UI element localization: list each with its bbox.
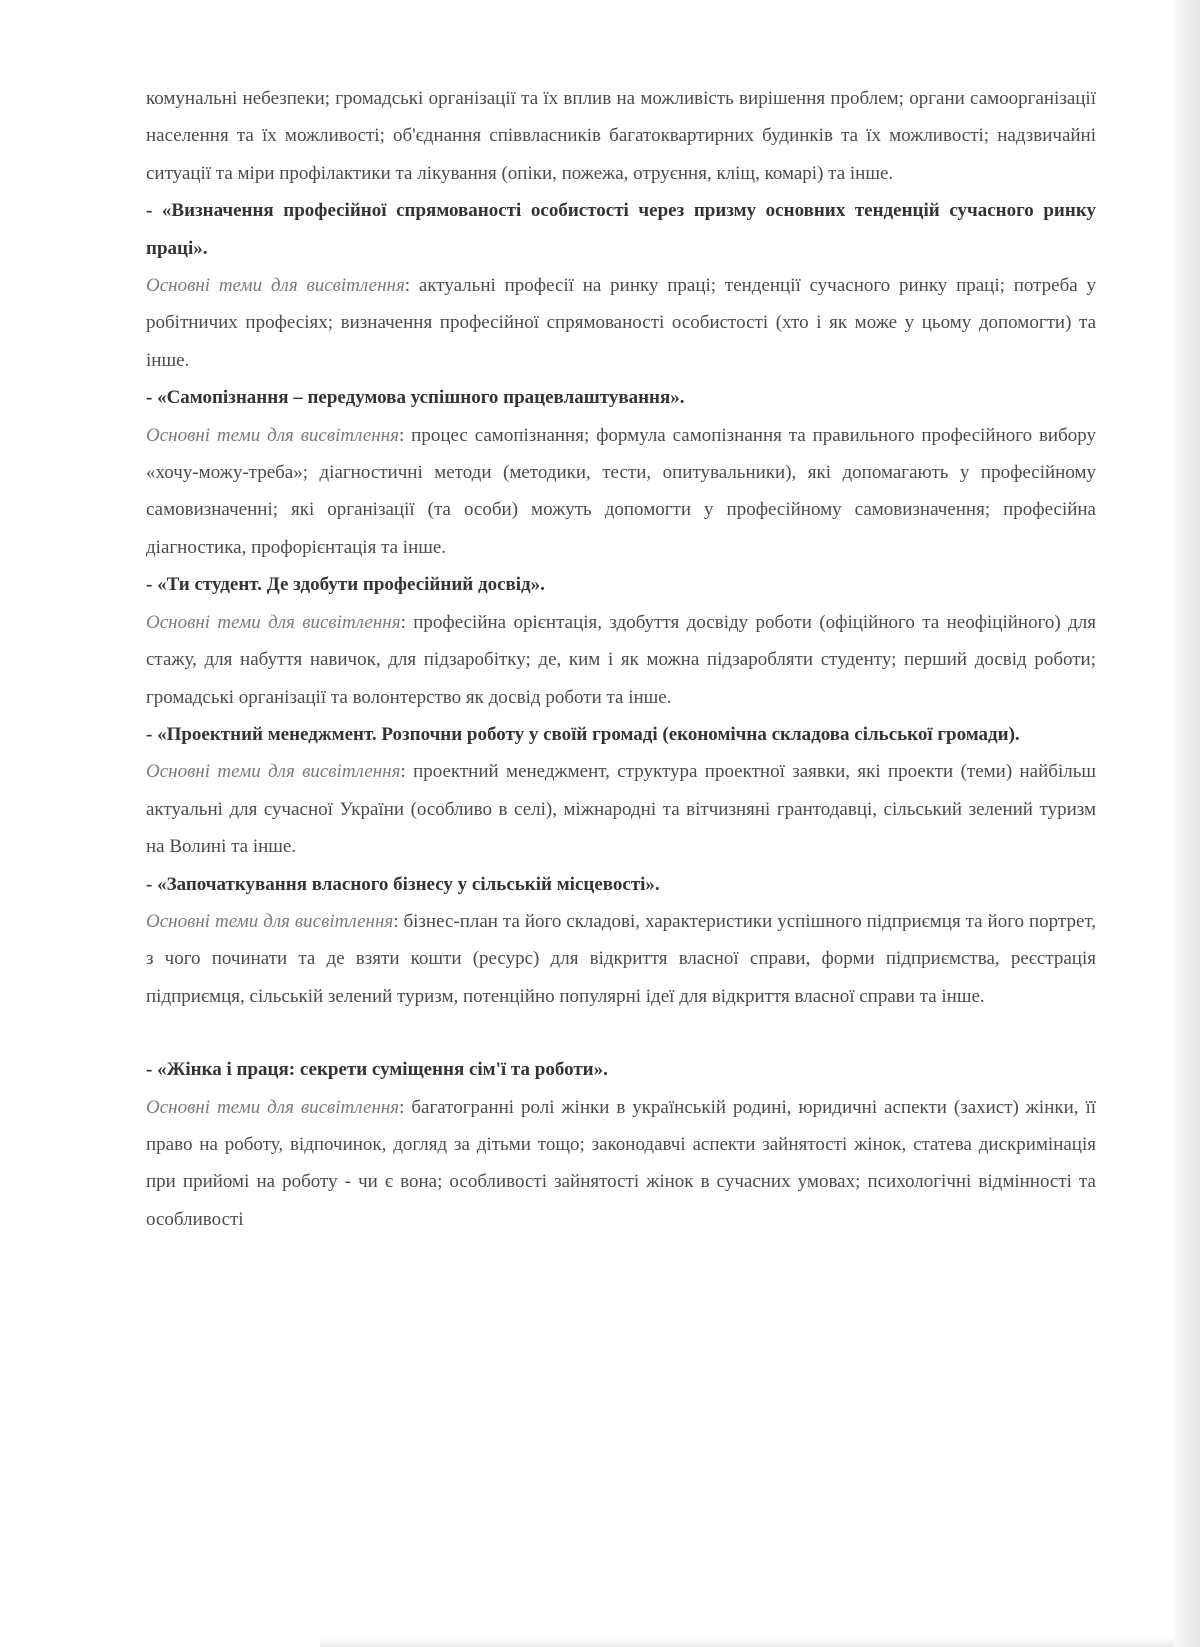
section-heading-student-experience: - «Ти студент. Де здобути професійний досвід». <box>146 574 545 596</box>
section-heading-self-knowledge: - «Самопізнання – передумова успішного працевлаштування». <box>146 387 685 409</box>
section-topics-student-experience <box>146 604 1096 716</box>
topics-label: Основні теми для висвітлення <box>146 761 401 783</box>
document-body <box>146 80 1096 1238</box>
section-topics-women-and-work <box>146 1089 1096 1239</box>
topics-label: Основні теми для висвітлення <box>146 424 399 446</box>
section-topics-self-knowledge <box>146 417 1096 567</box>
section-gap <box>146 1015 1096 1051</box>
section-heading-women-and-work: - «Жінка і праця: секрети суміщення сім'ї та роботи». <box>146 1059 608 1081</box>
section-topics-rural-business <box>146 903 1096 1015</box>
section-heading-career-orientation: - «Визначення професійної спрямованості особистості через призму основних тенденцій сучасного ринку праці». <box>146 200 1096 259</box>
section-heading-rural-business: - «Започаткування власного бізнесу у сільській місцевості». <box>146 873 660 895</box>
topics-text: : багатогранні ролі жінки в українській родині, юридичні аспекти (захист) жінки, її право на роботу, відпочинок, догляд за дітьми тощо; законодавчі аспекти зайнятості жінок, статева дискримінація при прийомі на роботу - чи є вона; особливості зайнятості жінок в сучасних умовах; психологічні відмінності та особливості <box>146 1096 1096 1230</box>
page-edge-shadow <box>1174 0 1200 1647</box>
topics-text: : проектний менеджмент, структура проектної заявки, які проекти (теми) найбільш актуальні для сучасної України (особливо в селі), міжнародні та вітчизняні грантодавці, сільський зелений туризм на Волині та інше. <box>146 761 1097 858</box>
topics-label: Основні теми для висвітлення <box>146 275 405 297</box>
topics-text: : актуальні професії на ринку праці; тенденції сучасного ринку праці; потреба у робітничих професіях; визначення професійної спрямованості особистості (хто і як може у цьому допомогти) та інше. <box>146 275 1096 371</box>
section-topics-career-orientation <box>146 267 1096 379</box>
topics-label: Основні теми для висвітлення <box>146 1096 400 1118</box>
topics-text: : професійна орієнтація, здобуття досвіду роботи (офіційного та неофіційного) для стажу, для набуття навичок, для підзаробітку; де, ким і як можна підзаробляти студенту; перший досвід роботи; громадські організації та волонтерство як досвід роботи та інше. <box>146 611 1096 708</box>
topics-text: : процес самопізнання; формула самопізнання та правильного професійного вибору «хочу-можу-треба»; діагностичні методи (методики, тести, опитувальники), які допомагають у професійному самовизначенні; які організації (та особи) можуть допомогти у професійному самовизначення; професійна діагностика, профорієнтація та інше. <box>146 424 1096 558</box>
section-heading-project-management: - «Проектний менеджмент. Розпочни роботу у своїй громаді (економічна складова сільської громади). <box>146 723 1020 745</box>
topics-label: Основні теми для висвітлення <box>146 910 394 932</box>
topics-label: Основні теми для висвітлення <box>146 611 401 633</box>
section-topics-project-management <box>146 753 1096 865</box>
page-bottom-shadow <box>320 1637 1174 1647</box>
topics-text: : бізнес-план та його складові, характеристики успішного підприємця та його портрет, з чого починати та де взяти кошти (ресурс) для відкриття власної справи, форми підприємства, реєстрація підприємця, сільській зелений туризм, потенційно популярні ідеї для відкриття власної справи та інше. <box>146 910 1096 1007</box>
opening-paragraph: комунальні небезпеки; громадські організації та їх вплив на можливість вирішення проблем; органи самоорганізації населення та їх можливості; об'єднання співвласників багатоквартирних будинків та їх можливості; надзвичайні ситуації та міри профілактики та лікування (опіки, пожежа, отруєння, кліщ, комарі) та інше. <box>146 88 1096 184</box>
